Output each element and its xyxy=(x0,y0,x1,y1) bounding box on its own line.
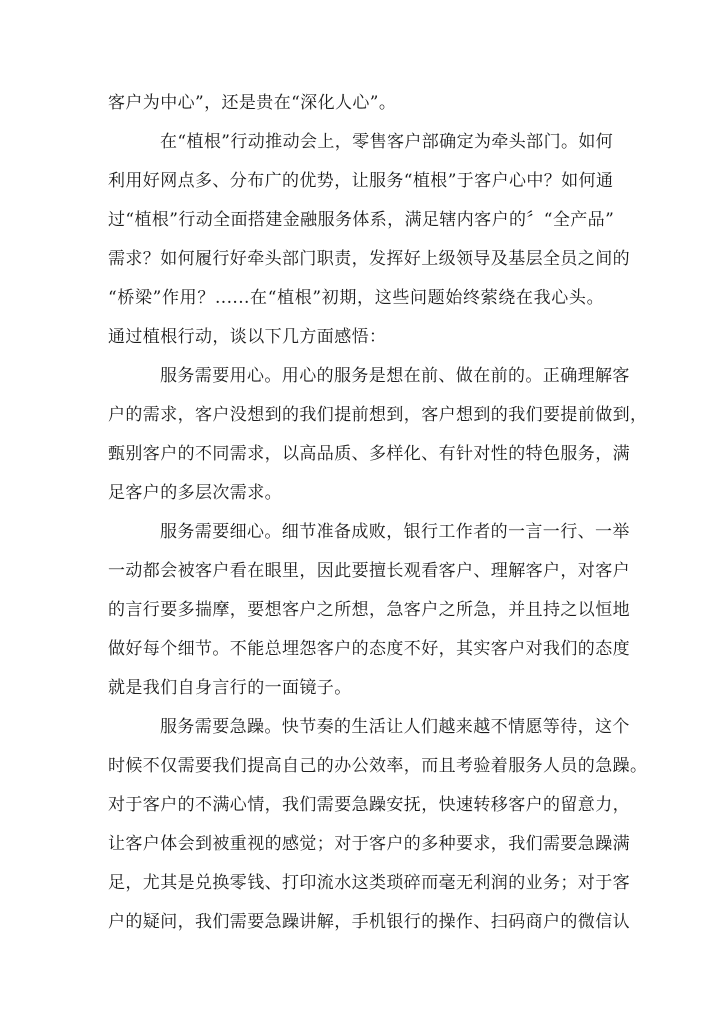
document-page xyxy=(108,84,648,942)
text-line: 的言行要多揣摩，要想客户之所想，急客户之所急，并且持之以恒地 xyxy=(108,600,630,620)
text-line: 需求？如何履行好牵头部门职责，发挥好上级领导及基层全员之间的 xyxy=(108,249,630,269)
text-line: 服务需要急躁。快节奏的生活让人们越来越不情愿等待，这个 xyxy=(160,717,630,737)
text-line: 足客户的多层次需求。 xyxy=(108,483,282,503)
text-line: 甄别客户的不同需求，以高品质、多样化、有针对性的特色服务，满 xyxy=(108,444,630,464)
text-line: 户的需求，客户没想到的我们提前想到，客户想到的我们要提前做到， xyxy=(108,405,648,425)
text-line: 足，尤其是兑换零钱、打印流水这类琐碎而毫无利润的业务；对于客 xyxy=(108,873,630,893)
text-line: 对于客户的不满心情，我们需要急躁安抚，快速转移客户的留意力， xyxy=(108,795,630,815)
text-line: 在“植根”行动推动会上，零售客户部确定为牵头部门。如何 xyxy=(160,132,614,152)
text-line: 就是我们自身言行的一面镜子。 xyxy=(108,678,352,698)
text-line: 一动都会被客户看在眼里，因此要擅长观看客户、理解客户，对客户 xyxy=(108,561,630,581)
text-line: 利用好网点多、分布广的优势，让服务“植根”于客户心中？如何通 xyxy=(108,171,614,191)
text-line: 服务需要用心。用心的服务是想在前、做在前的。正确理解客 xyxy=(160,366,630,386)
text-line: 让客户体会到被重视的感觉；对于客户的多种要求，我们需要急躁满 xyxy=(108,834,630,854)
text-line: 客户为中心”，还是贵在“深化人心”。 xyxy=(108,93,397,113)
text-line: 户的疑问，我们需要急躁讲解，手机银行的操作、扫码商户的微信认 xyxy=(108,912,630,932)
text-line: 过“植根”行动全面搭建金融服务体系，满足辖内客户的〞“全产品” xyxy=(108,210,615,230)
text-line: “桥梁”作用？......在“植根”初期，这些问题始终萦绕在我心头。 xyxy=(108,288,604,308)
text-line: 时候不仅需要我们提高自己的办公效率，而且考验着服务人员的急躁。 xyxy=(108,756,648,776)
text-line: 通过植根行动，谈以下几方面感悟： xyxy=(108,327,387,347)
text-line: 服务需要细心。细节准备成败，银行工作者的一言一行、一举 xyxy=(160,522,630,542)
text-line: 做好每个细节。不能总埋怨客户的态度不好，其实客户对我们的态度 xyxy=(108,639,630,659)
